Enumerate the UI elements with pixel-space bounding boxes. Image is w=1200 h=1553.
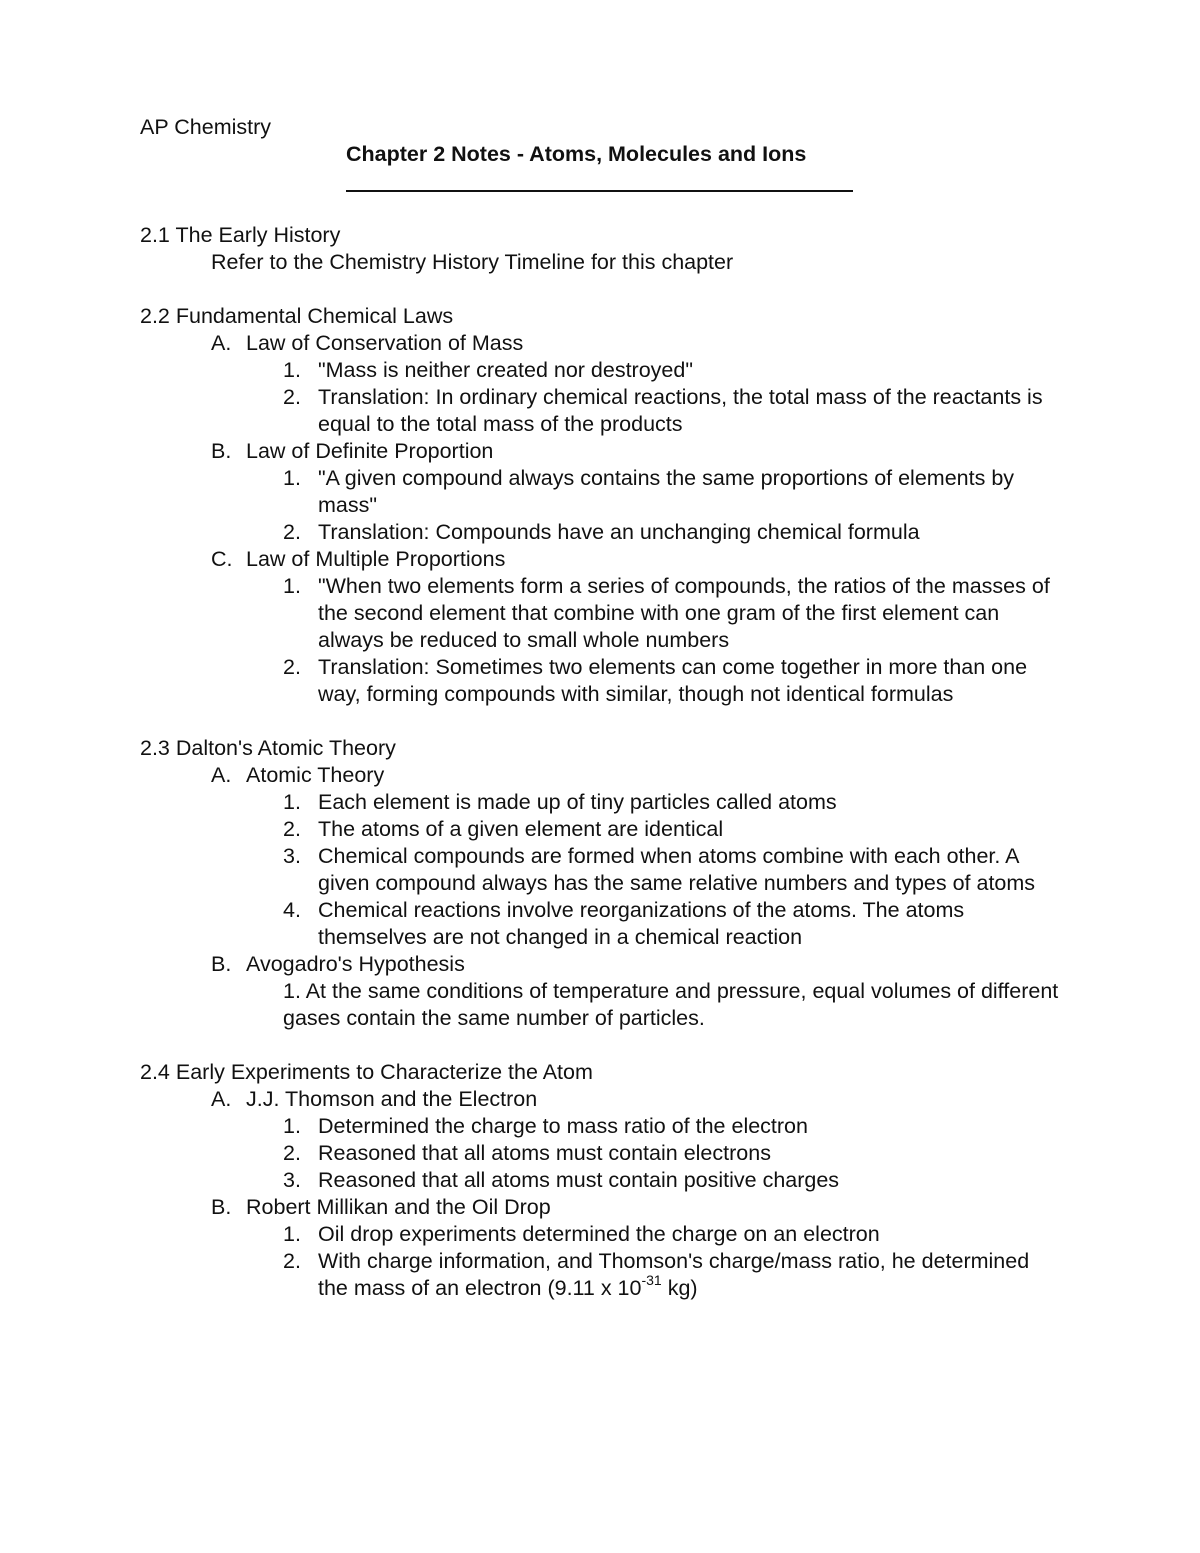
list-item [140, 1113, 1060, 1140]
item-text: "A given compound always contains the same proportions of elements by mass" [318, 466, 1015, 517]
item-text: Chemical compounds are formed when atoms combine with each other. A given compound always has the same relative numbers and types of atoms [318, 844, 1036, 895]
list-item [140, 519, 1060, 546]
list-item [140, 789, 1060, 816]
list-item [140, 654, 1060, 708]
list-item [140, 897, 1060, 951]
section-2-2 [140, 303, 1060, 708]
subsection-a [140, 762, 1060, 789]
course-name: AP Chemistry [140, 115, 272, 139]
subsection-label: Avogadro's Hypothesis [246, 952, 465, 976]
section-heading: 2.3 Dalton's Atomic Theory [140, 736, 396, 760]
item-marker: 2. [283, 520, 301, 544]
subsection-label: Law of Multiple Proportions [246, 547, 506, 571]
item-marker: 1. [283, 1222, 301, 1246]
item-text: Oil drop experiments determined the charge on an electron [318, 1222, 880, 1246]
subsection-a [140, 1086, 1060, 1113]
subsection-label: J.J. Thomson and the Electron [246, 1087, 538, 1111]
list-item [140, 384, 1060, 438]
item-text: "When two elements form a series of compounds, the ratios of the masses of the second element that combine with one gram of the first element can always be reduced to small whole numbers [318, 574, 1050, 652]
item-text: Translation: Compounds have an unchanging chemical formula [318, 520, 920, 544]
section-2-3 [140, 735, 1060, 1032]
section-heading: 2.4 Early Experiments to Characterize the Atom [140, 1060, 593, 1084]
page-title: Chapter 2 Notes - Atoms, Molecules and Ions [346, 142, 807, 166]
item-text: Translation: Sometimes two elements can come together in more than one way, forming compounds with similar, though not identical formulas [318, 655, 1028, 706]
list-item [140, 843, 1060, 897]
subsection-marker: A. [211, 1087, 232, 1111]
item-marker: 3. [283, 844, 301, 868]
item-text: Chemical reactions involve reorganizations of the atoms. The atoms themselves are not changed in a chemical reaction [318, 898, 965, 949]
subsection-marker: B. [211, 952, 232, 976]
item-marker: 2. [283, 655, 301, 679]
subsection-marker: A. [211, 763, 232, 787]
subsection-b [140, 1194, 1060, 1221]
subsection-label: Robert Millikan and the Oil Drop [246, 1195, 551, 1219]
subsection-c [140, 546, 1060, 573]
list-item [140, 1221, 1060, 1248]
list-item [140, 1167, 1060, 1194]
subsection-b [140, 438, 1060, 465]
item-marker: 1. [283, 1114, 301, 1138]
item-text: Each element is made up of tiny particles called atoms [318, 790, 837, 814]
item-marker: 1. [283, 358, 301, 382]
item-text: "Mass is neither created nor destroyed" [318, 358, 693, 382]
subsection-label: Atomic Theory [246, 763, 385, 787]
list-item [140, 357, 1060, 384]
list-item [140, 816, 1060, 843]
item-marker: 2. [283, 385, 301, 409]
subsection-label: Law of Definite Proportion [246, 439, 494, 463]
section-2-4 [140, 1059, 1060, 1302]
subsection-marker: C. [211, 547, 233, 571]
item-text: Determined the charge to mass ratio of the electron [318, 1114, 808, 1138]
list-item [140, 573, 1060, 654]
exponent: -31 [641, 1271, 662, 1288]
section-heading: 2.1 The Early History [140, 223, 341, 247]
item-marker: 2. [283, 1141, 301, 1165]
section-heading: 2.2 Fundamental Chemical Laws [140, 304, 454, 328]
title-underline [346, 190, 853, 192]
item-marker: 2. [283, 1249, 301, 1273]
notes-body [140, 222, 1060, 1329]
subsection-marker: B. [211, 1195, 232, 1219]
item-text: Reasoned that all atoms must contain electrons [318, 1141, 771, 1165]
list-item [140, 1140, 1060, 1167]
item-text-main: With charge information, and Thomson's charge/mass ratio, he determined the mass of an electron (9.11 x 10 [318, 1249, 1030, 1300]
item-marker: 3. [283, 1168, 301, 1192]
item-text: The atoms of a given element are identical [318, 817, 724, 841]
item-text [318, 1249, 1029, 1300]
item-marker: 1. [283, 466, 301, 490]
item-marker: 4. [283, 898, 301, 922]
subsection-label: Law of Conservation of Mass [246, 331, 524, 355]
list-item [140, 1248, 1060, 1302]
subsection-a [140, 330, 1060, 357]
subsection-marker: B. [211, 439, 232, 463]
item-marker: 1. [283, 790, 301, 814]
item-marker: 2. [283, 817, 301, 841]
list-item [140, 465, 1060, 519]
item-text: Translation: In ordinary chemical reactions, the total mass of the reactants is equal to the total mass of the products [318, 385, 1043, 436]
section-2-1 [140, 222, 1060, 276]
item-text-unit: kg) [661, 1276, 698, 1300]
list-item: 1. At the same conditions of temperature and pressure, equal volumes of different gases contain the same number of particles. [283, 979, 1059, 1030]
subsection-marker: A. [211, 331, 232, 355]
item-text: Reasoned that all atoms must contain positive charges [318, 1168, 840, 1192]
subsection-b [140, 951, 1060, 978]
item-marker: 1. [283, 574, 301, 598]
section-note: Refer to the Chemistry History Timeline for this chapter [211, 250, 734, 274]
